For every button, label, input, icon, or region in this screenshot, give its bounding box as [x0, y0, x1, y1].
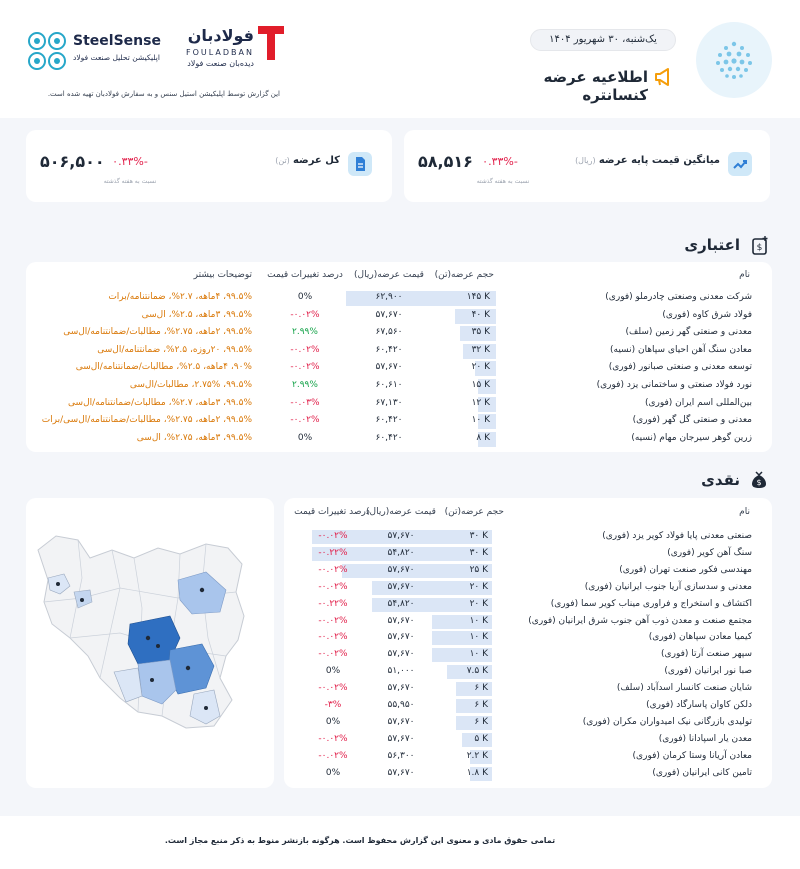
credit-row-price: ۶۷,۱۳۰	[375, 397, 403, 408]
credit-row-price: ۶۰,۴۲۰	[375, 415, 403, 426]
cash-row-name: معدنی و سدسازی آریا جنوب ایرانیان (فوری)	[584, 581, 752, 592]
cash-row-name: سپهر صنعت آرتا (فوری)	[661, 649, 752, 660]
svg-text:$: $	[756, 478, 762, 487]
header-note: این گزارش توسط اپلیکیشن استیل سنس و به سفارش فولادبان تهیه شده است.	[47, 90, 280, 98]
cash-row-change: 0%	[325, 666, 341, 677]
cash-row-volume: ۶ K	[474, 716, 488, 727]
credit-section-title: اعتباری	[684, 236, 740, 254]
cash-row-name: شایان صنعت کانسار اسدآباد (سلف)	[616, 683, 752, 694]
cash-row-name: تولیدی بازرگانی نیک امیدواران مکران (فوری)	[582, 716, 752, 727]
cash-row-change: -۰.۲۲%	[318, 598, 348, 609]
cash-row-price: ۵۴,۸۲۰	[387, 598, 415, 609]
cash-row-volume: ۲.۲ K	[466, 750, 488, 761]
credit-row-change: 0%	[297, 292, 313, 302]
credit-row-notes: ۹۹.۵%، ۲۰روزه، ۲.۵%، ضمانتنامه/ال‌سی	[97, 344, 252, 355]
cash-row-volume: ۳۰ K	[469, 547, 488, 558]
cash-row-change: 0%	[325, 716, 341, 727]
cash-row-price: ۵۷,۶۷۰	[387, 615, 415, 626]
cash-row-price: ۵۷,۶۷۰	[387, 683, 415, 694]
cash-row-change: -۰.۲۲%	[318, 547, 348, 558]
cash-row-name: صنعتی معدنی پایا فولاد کویر یزد (فوری)	[602, 531, 752, 541]
cash-row-price: ۵۷,۶۷۰	[387, 649, 415, 660]
cash-row-change: -۰.۰۲%	[318, 632, 348, 643]
cash-row-price: ۵۷,۶۷۰	[387, 767, 415, 778]
kpi-avg-price-change: ۰.۳۳%-	[482, 155, 518, 168]
cash-row-change: 0%	[325, 767, 341, 778]
cash-row-change: -۰.۰۲%	[318, 649, 348, 660]
brand-emblem	[696, 22, 772, 98]
credit-row-volume: ۱۵ K	[471, 380, 490, 390]
credit-row-notes: ۹۹.۵%، ۴ماهه، ۲.۷%، ضمانتنامه/برات	[108, 292, 252, 302]
cash-row-change: -۰.۰۲%	[318, 564, 348, 575]
credit-row-change: -۰.۰۲%	[290, 309, 320, 320]
credit-row-notes: ۹۹.۵%، ۳ماهه، ۲.۷%، مطالبات/ضمانتنامه/ال‌سی	[68, 397, 252, 408]
cash-row-price: ۵۷,۶۷۰	[387, 581, 415, 592]
credit-header-price: قیمت عرضه(ریال)	[354, 270, 424, 280]
cash-row-volume: ۱۰ K	[469, 649, 488, 660]
credit-row-price: ۶۰,۶۱۰	[375, 380, 403, 390]
page-title: اطلاعیه عرضه کنسانتره	[543, 68, 648, 104]
kpi-avg-price-label: میانگین قیمت پایه عرضه (ریال)	[575, 155, 720, 166]
credit-row-name: معدنی و صنعتی گل گهر (فوری)	[632, 415, 752, 426]
cash-header-price: قیمت عرضه(ریال)	[366, 507, 436, 517]
cash-row-volume: ۶ K	[474, 683, 488, 694]
cash-header-name: نام	[739, 507, 750, 517]
cash-money-bag-icon	[748, 468, 770, 490]
credit-row-change: ۲.۹۹%	[292, 327, 318, 338]
credit-row-volume: ۱۲ K	[471, 397, 490, 408]
date-pill: یک‌شنبه، ۳۰ شهریور ۱۴۰۴	[530, 29, 676, 51]
fouladban-mark-icon	[258, 26, 284, 60]
kpi-avg-price-sub: نسبت به هفته گذشته	[476, 178, 530, 185]
credit-row-notes: ۹۹.۵%، ۲ماهه، ۲.۷۵%، مطالبات/ضمانتنامه/ال‌سی	[63, 327, 252, 338]
steelsense-mark-icon	[26, 30, 68, 72]
cash-row-name: معدن یار اسپادانا (فوری)	[658, 733, 752, 744]
credit-row-notes: ۹۹.۵%، ۳ماهه، ۲.۵%، ال‌سی	[141, 309, 252, 320]
footer-text: تمامی حقوق مادی و معنوی این گزارش محفوظ است. هرگونه بازنشر منوط به ذکر منبع مجاز است.	[164, 836, 556, 845]
cash-row-name: اکتشاف و استخراج و فراوری میناب کویر سما (فوری)	[550, 598, 752, 609]
cash-row-change: -۰.۰۲%	[318, 531, 348, 541]
cash-row-name: مجتمع صنعت و معدن ذوب آهن جنوب شرق ایرانیان (فوری)	[528, 615, 752, 626]
credit-row-change: -۰.۰۲%	[290, 344, 320, 355]
credit-header-volume: حجم عرضه(تن)	[434, 270, 494, 280]
cash-row-volume: ۷.۵ K	[466, 666, 488, 677]
svg-text:$: $	[756, 243, 763, 253]
cash-row-volume: ۶ K	[474, 700, 488, 710]
cash-row-name: کیمیا معادن سپاهان (فوری)	[648, 632, 752, 643]
credit-row-change: -۰.۰۳%	[290, 397, 320, 408]
credit-row-name: معادن سنگ آهن احیای سپاهان (نسیه)	[610, 344, 752, 355]
iran-map-icon	[30, 528, 270, 750]
credit-row-price: ۶۲,۹۰۰	[375, 292, 403, 302]
document-icon	[348, 152, 372, 176]
cash-section-title: نقدی	[701, 471, 740, 489]
cash-row-price: ۵۷,۶۷۰	[387, 716, 415, 727]
credit-row-volume: ۳۵ K	[471, 327, 490, 338]
cash-row-change: -۰.۰۲%	[318, 750, 348, 761]
cash-row-change: -۰.۰۲%	[318, 733, 348, 744]
cash-row-name: دلکن کاوان پاسارگاد (فوری)	[646, 700, 752, 710]
steelsense-logo: SteelSense اپلیکیشن تحلیل صنعت فولاد	[26, 28, 166, 74]
kpi-avg-price-value: ۵۸,۵۱۶	[418, 152, 473, 171]
cash-row-price: ۵۴,۸۲۰	[387, 547, 415, 558]
credit-row-change: ۲.۹۹%	[292, 380, 318, 390]
cash-row-volume: ۲۰ K	[469, 598, 488, 609]
cash-row-change: -۰.۰۲%	[318, 581, 348, 592]
cash-row-change: -۳%	[324, 700, 342, 710]
credit-row-price: ۶۰,۴۲۰	[375, 432, 403, 443]
credit-row-notes: ۹۹.۵%، ۲.۷۵%، مطالبات/ال‌سی	[129, 380, 252, 390]
cash-row-change: -۰.۰۲%	[318, 683, 348, 694]
credit-row-price: ۵۷,۶۷۰	[375, 362, 403, 373]
credit-row-volume: ۱۰ K	[471, 415, 490, 426]
credit-header-notes: توضیحات بیشتر	[193, 270, 252, 280]
credit-row-price: ۶۰,۴۲۰	[375, 344, 403, 355]
cash-row-price: ۵۷,۶۷۰	[387, 632, 415, 643]
cash-row-price: ۵۱,۰۰۰	[387, 666, 415, 677]
credit-row-change: -۰.۰۲%	[290, 415, 320, 426]
cash-row-name: سنگ آهن کویر (فوری)	[667, 547, 752, 558]
credit-row-volume: ۳۲ K	[471, 344, 490, 355]
credit-row-change: -۰.۰۲%	[290, 362, 320, 373]
credit-row-volume: ۱۴۵ K	[466, 292, 490, 302]
credit-row-name: زرین گوهر سیرجان مهام (نسیه)	[631, 432, 752, 443]
iran-map	[30, 528, 270, 750]
credit-row-volume: ۴۰ K	[471, 309, 490, 320]
cash-row-name: تامین کانی ایرانیان (فوری)	[652, 767, 752, 778]
cash-row-volume: ۱.۸ K	[466, 767, 488, 778]
cash-header-volume: حجم عرضه(تن)	[444, 507, 504, 517]
credit-row-name: نورد فولاد صنعتی و ساختمانی یزد (فوری)	[596, 380, 752, 390]
kpi-total-supply-change: ۰.۳۳%-	[112, 155, 148, 168]
credit-money-icon	[748, 234, 770, 256]
credit-row-change: 0%	[297, 432, 313, 443]
cash-row-price: ۵۵,۹۵۰	[387, 700, 415, 710]
cash-row-price: ۵۶,۳۰۰	[387, 750, 415, 761]
cash-row-volume: ۲۰ K	[469, 581, 488, 592]
credit-row-name: بین‌المللی اسم ایران (فوری)	[644, 397, 752, 408]
credit-row-name: معدنی و صنعتی گهر زمین (سلف)	[625, 327, 752, 338]
dots-globe-icon	[696, 22, 772, 98]
cash-row-name: صبا نور ایرانیان (فوری)	[664, 666, 752, 677]
cash-row-change: -۰.۰۲%	[318, 615, 348, 626]
credit-row-notes: ۹۹.۵%، ۳ماهه، ۲.۷۵%، ال‌سی	[136, 432, 252, 443]
cash-row-volume: ۲۵ K	[469, 564, 488, 575]
kpi-total-supply-value: ۵۰۶,۵۰۰	[40, 152, 105, 171]
cash-row-volume: ۱۰ K	[469, 615, 488, 626]
credit-header-change: درصد تغییرات قیمت	[267, 270, 343, 280]
credit-row-name: توسعه معدنی و صنعتی صبانور (فوری)	[608, 362, 752, 373]
cash-row-price: ۵۷,۶۷۰	[387, 531, 415, 541]
kpi-total-supply-sub: نسبت به هفته گذشته	[103, 178, 157, 185]
credit-row-price: ۶۷,۵۶۰	[375, 327, 403, 338]
credit-row-volume: ۲۰ K	[471, 362, 490, 373]
cash-row-volume: ۳۰ K	[469, 531, 488, 541]
credit-header-name: نام	[739, 270, 750, 280]
cash-row-price: ۵۷,۶۷۰	[387, 564, 415, 575]
cash-row-name: معادن آریانا وستا کرمان (فوری)	[632, 750, 752, 761]
credit-row-volume: ۸ K	[476, 432, 490, 443]
cash-header-change: درصد تغییرات قیمت	[294, 507, 370, 517]
megaphone-icon	[652, 66, 674, 88]
cash-row-name: مهندسی فکور صنعت تهران (فوری)	[619, 564, 752, 575]
trend-up-icon	[728, 152, 752, 176]
credit-row-price: ۵۷,۶۷۰	[375, 309, 403, 320]
cash-row-volume: ۱۰ K	[469, 632, 488, 643]
fouladban-logo: فولادبان FOULADBAN دیده‌بان صنعت فولاد	[176, 26, 284, 76]
credit-row-name: فولاد شرق کاوه (فوری)	[662, 309, 752, 320]
kpi-total-supply-label: کل عرضه (تن)	[275, 155, 340, 166]
credit-row-notes: ۹۰%، ۴ماهه، ۲.۵%، مطالبات/ضمانتنامه/ال‌سی	[75, 362, 252, 373]
cash-row-volume: ۵ K	[474, 733, 488, 744]
credit-row-name: شرکت معدنی وصنعتی چادرملو (فوری)	[605, 292, 752, 302]
cash-row-price: ۵۷,۶۷۰	[387, 733, 415, 744]
credit-row-notes: ۹۹.۵%، ۲ماهه، ۲.۷۵%، مطالبات/ضمانتنامه/ال‌سی/برات	[41, 415, 252, 426]
